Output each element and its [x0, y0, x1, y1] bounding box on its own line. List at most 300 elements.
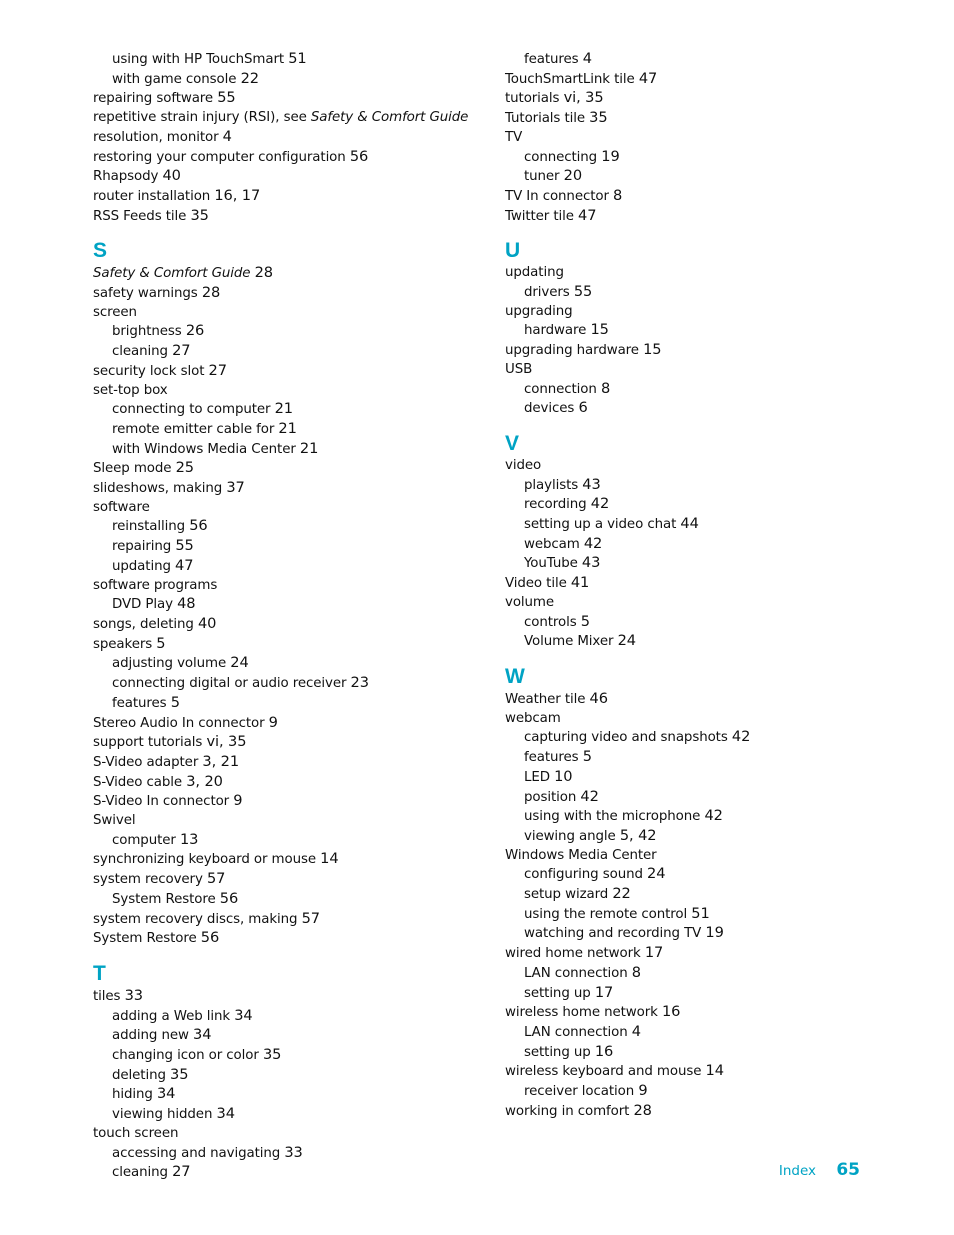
index-subentry — [505, 1082, 905, 1102]
index-subentry — [505, 865, 905, 885]
index-page-ref: 16 — [661, 1003, 681, 1021]
index-entry — [505, 341, 905, 361]
index-term: resolution, monitor — [93, 129, 219, 145]
index-entry — [93, 577, 493, 596]
index-page-ref: 13 — [179, 830, 199, 848]
index-term: video — [505, 457, 542, 473]
index-term: Twitter tile — [505, 208, 574, 224]
index-subentry — [93, 70, 493, 90]
page-footer — [779, 1160, 860, 1180]
index-term: viewing hidden — [112, 1107, 213, 1123]
index-entry — [505, 89, 905, 109]
index-entry — [505, 207, 905, 227]
index-subentry — [93, 654, 493, 674]
index-entry — [93, 148, 493, 168]
index-term: webcam — [505, 710, 561, 726]
index-page-ref: 48 — [177, 595, 196, 613]
index-page-ref: 47 — [175, 556, 194, 574]
index-term-italic: Safety & Comfort Guide — [93, 266, 251, 282]
index-column-right — [505, 50, 905, 1121]
index-term: features — [112, 695, 167, 711]
index-term: connecting to computer — [112, 402, 271, 418]
index-subentry — [93, 400, 493, 420]
index-term: setting up — [524, 1044, 591, 1060]
index-entry — [505, 303, 905, 322]
index-term: Video tile — [505, 576, 567, 592]
index-letter-heading: T — [93, 961, 106, 985]
index-letter-heading: U — [505, 239, 521, 263]
index-subentry — [505, 984, 905, 1004]
index-entry — [505, 594, 905, 613]
index-term: hiding — [112, 1087, 153, 1103]
index-term: controls — [524, 614, 577, 630]
index-entry — [505, 361, 905, 380]
index-page-ref: 21 — [299, 439, 319, 457]
page-number: 65 — [836, 1160, 860, 1180]
index-page-ref: 56 — [219, 889, 239, 907]
index-column-left — [93, 50, 493, 1183]
index-page-ref: 33 — [284, 1143, 303, 1161]
index-page-ref: 27 — [208, 361, 227, 379]
index-term: TouchSmartLink tile — [505, 71, 635, 87]
index-page-ref: 5 — [580, 612, 590, 630]
index-page-ref: vi, 35 — [206, 733, 247, 751]
index-subentry — [93, 1007, 493, 1027]
index-page-ref: 14 — [705, 1062, 724, 1080]
index-page-ref: 4 — [631, 1022, 641, 1040]
index-page-ref: 28 — [201, 284, 221, 302]
index-page-ref: 16 — [594, 1042, 614, 1060]
index-subentry — [93, 694, 493, 714]
index-page-ref: 9 — [268, 713, 278, 731]
index-subentry — [93, 831, 493, 851]
index-page-ref: 22 — [612, 885, 631, 903]
index-subentry — [93, 890, 493, 910]
index-subentry — [505, 380, 905, 400]
index-page-ref: 5 — [156, 634, 166, 652]
index-page-ref: 35 — [190, 206, 209, 224]
index-term: updating — [505, 265, 564, 281]
index-page-ref: 55 — [175, 537, 194, 555]
index-page-ref: 34 — [216, 1105, 235, 1123]
index-page-ref: 40 — [162, 167, 181, 185]
index-term: touch screen — [93, 1125, 179, 1141]
index-term: TV In connector — [505, 188, 609, 204]
index-entry — [93, 479, 493, 499]
index-entry — [93, 733, 493, 753]
index-term: hardware — [524, 323, 587, 339]
index-term: cleaning — [112, 344, 168, 360]
index-entry — [505, 264, 905, 283]
index-term: brightness — [112, 324, 182, 340]
index-term: using with HP TouchSmart — [112, 52, 285, 67]
index-term: system recovery — [93, 872, 203, 888]
index-term: connecting digital or audio receiver — [112, 676, 347, 692]
index-page-ref: 43 — [581, 554, 601, 572]
index-term: changing icon or color — [112, 1048, 259, 1064]
index-subentry — [93, 1163, 493, 1183]
index-letter-heading: V — [505, 431, 520, 455]
index-entry — [505, 70, 905, 90]
index-term: YouTube — [524, 556, 578, 572]
index-entry — [93, 362, 493, 382]
index-term: devices — [524, 401, 575, 417]
index-term: using the remote control — [524, 906, 688, 922]
index-page-ref: 23 — [350, 674, 369, 692]
index-subentry — [505, 1043, 905, 1063]
index-term: upgrading — [505, 303, 573, 319]
index-entry — [93, 792, 493, 812]
index-term: drivers — [524, 285, 570, 301]
index-term: adjusting volume — [112, 656, 227, 672]
index-page-ref: 42 — [590, 495, 610, 513]
index-term: deleting — [112, 1067, 166, 1083]
index-entry — [93, 382, 493, 401]
index-term: working in comfort — [505, 1103, 630, 1119]
index-term: connection — [524, 381, 597, 397]
index-page-ref: 3, 20 — [186, 772, 223, 790]
index-term: with Windows Media Center — [112, 441, 296, 457]
index-term: LAN connection — [524, 1024, 628, 1040]
index-subentry — [505, 554, 905, 574]
index-subentry — [505, 632, 905, 652]
index-page-ref: 8 — [613, 186, 623, 204]
index-page-ref: 42 — [583, 534, 603, 552]
index-letter-heading: S — [93, 239, 108, 263]
index-term: playlists — [524, 477, 579, 493]
index-entry — [93, 304, 493, 323]
index-term: position — [524, 789, 577, 805]
index-term: speakers — [93, 636, 153, 652]
index-term: LAN connection — [524, 965, 628, 981]
index-subentry — [505, 1023, 905, 1043]
index-term: S-Video adapter — [93, 754, 199, 770]
index-entry — [93, 929, 493, 949]
index-subentry — [93, 440, 493, 460]
index-term: software — [93, 499, 150, 515]
index-term: using with the microphone — [524, 809, 701, 825]
index-page-ref: 15 — [643, 341, 662, 359]
index-term-italic: Safety & Comfort Guide — [310, 110, 469, 126]
index-subentry — [505, 321, 905, 341]
index-term: wired home network — [505, 946, 641, 962]
index-subentry — [505, 768, 905, 788]
index-term: Swivel — [93, 813, 136, 829]
index-page-ref: 6 — [578, 399, 588, 417]
index-page-ref: 42 — [704, 807, 723, 825]
index-page-ref: 34 — [157, 1085, 176, 1103]
index-term: configuring sound — [524, 867, 643, 883]
index-entry — [505, 129, 905, 148]
index-page-ref: 56 — [349, 147, 369, 165]
index-entry — [93, 850, 493, 870]
index-entry — [505, 109, 905, 129]
index-term: repairing software — [93, 91, 214, 107]
index-entry — [505, 690, 905, 710]
index-term: watching and recording TV — [524, 926, 702, 942]
index-subentry — [505, 728, 905, 748]
index-entry — [93, 910, 493, 930]
index-term: reinstalling — [112, 519, 186, 535]
index-term: set-top box — [93, 382, 168, 398]
index-page-ref: 55 — [217, 89, 236, 107]
index-subentry — [93, 420, 493, 440]
index-term: restoring your computer configuration — [93, 149, 346, 165]
index-page-ref: 57 — [206, 870, 226, 888]
index-page-ref: 16, 17 — [214, 186, 261, 204]
index-page-ref: 27 — [172, 342, 191, 360]
index-term: RSS Feeds tile — [93, 208, 187, 224]
index-term: System Restore — [112, 891, 216, 907]
index-page-ref: 9 — [233, 792, 243, 810]
index-page-ref: 19 — [705, 924, 724, 942]
index-entry — [505, 1062, 905, 1082]
index-entry — [93, 264, 493, 284]
index-page-ref: 19 — [601, 147, 620, 165]
index-page-ref: 57 — [301, 909, 320, 927]
index-term: Windows Media Center — [505, 847, 657, 863]
index-term: tuner — [524, 169, 560, 185]
index-page-ref: 22 — [240, 69, 259, 87]
index-entry — [93, 714, 493, 734]
index-page-ref: 17 — [644, 944, 664, 962]
index-subentry — [93, 1085, 493, 1105]
index-term: wireless keyboard and mouse — [505, 1064, 702, 1080]
index-term: security lock slot — [93, 363, 205, 379]
index-page-ref: 14 — [320, 850, 339, 868]
index-subentry — [93, 1105, 493, 1125]
index-term: slideshows, making — [93, 481, 223, 497]
index-term: viewing angle — [524, 828, 616, 844]
index-entry — [93, 167, 493, 187]
index-page-ref: 40 — [197, 614, 217, 632]
index-page-ref: 28 — [633, 1101, 652, 1119]
index-page-ref: 41 — [570, 574, 590, 592]
index-page-ref: 5 — [170, 693, 180, 711]
index-term: setup wizard — [524, 887, 609, 903]
index-page-ref: 42 — [580, 787, 599, 805]
index-term: upgrading hardware — [505, 343, 639, 359]
index-term: accessing and navigating — [112, 1145, 281, 1161]
index-term: updating — [112, 558, 171, 574]
index-entry — [505, 187, 905, 207]
index-term: Rhapsody — [93, 169, 159, 185]
index-term: receiver location — [524, 1084, 635, 1100]
index-page-ref: 8 — [600, 379, 611, 397]
index-term: features — [524, 52, 579, 67]
index-page-ref: 24 — [647, 865, 666, 883]
index-entry — [505, 847, 905, 866]
index-term: repairing — [112, 539, 172, 555]
index-term: adding new — [112, 1028, 189, 1044]
index-page-ref: 34 — [234, 1006, 253, 1024]
index-page-ref: 4 — [582, 50, 592, 67]
index-term: safety warnings — [93, 286, 198, 302]
index-page-ref: 8 — [631, 963, 641, 981]
index-entry — [93, 207, 493, 227]
index-page-ref: 35 — [589, 109, 608, 127]
index-page-ref: 56 — [189, 517, 208, 535]
index-subentry — [505, 495, 905, 515]
index-term: software programs — [93, 577, 218, 593]
index-term: S-Video In connector — [93, 794, 230, 810]
index-term: synchronizing keyboard or mouse — [93, 852, 316, 868]
index-term: support tutorials — [93, 735, 203, 751]
index-term: features — [524, 750, 579, 766]
index-page-ref: 9 — [638, 1082, 648, 1100]
index-term: system recovery discs, making — [93, 911, 298, 927]
index-entry — [93, 499, 493, 518]
index-term: repetitive strain injury (RSI), see — [93, 110, 307, 126]
index-subentry — [93, 517, 493, 537]
index-subentry — [505, 476, 905, 496]
index-term: Volume Mixer — [524, 634, 614, 650]
index-page-ref: 47 — [578, 206, 597, 224]
index-subentry — [505, 807, 905, 827]
index-page-ref: 5, 42 — [619, 826, 657, 844]
index-term: adding a Web link — [112, 1008, 231, 1024]
index-entry — [93, 615, 493, 635]
index-term: remote emitter cable for — [112, 421, 275, 437]
index-entry — [93, 635, 493, 655]
index-term: volume — [505, 594, 555, 610]
index-subentry — [93, 1066, 493, 1086]
index-term: with game console — [112, 71, 237, 87]
index-term: connecting — [524, 149, 598, 165]
index-term: DVD Play — [112, 597, 173, 613]
index-page-ref: 17 — [594, 983, 614, 1001]
index-term: TV — [505, 129, 523, 145]
index-entry — [93, 459, 493, 479]
index-subentry — [93, 1144, 493, 1164]
index-subentry — [505, 399, 905, 419]
index-page-ref: 24 — [617, 632, 636, 650]
index-term: songs, deleting — [93, 616, 194, 632]
index-term: setting up — [524, 985, 591, 1001]
index-term: LED — [524, 769, 550, 785]
index-page-ref: 47 — [638, 69, 658, 87]
index-page-ref: 37 — [226, 479, 245, 497]
index-subentry — [505, 167, 905, 187]
index-page-ref: 27 — [172, 1163, 191, 1181]
index-term: setting up a video chat — [524, 517, 677, 533]
index-entry — [505, 457, 905, 476]
index-subentry — [93, 1026, 493, 1046]
index-page-ref: vi, 35 — [563, 89, 604, 107]
index-page-ref: 3, 21 — [202, 752, 240, 770]
index-entry — [505, 1102, 905, 1122]
index-subentry — [505, 50, 905, 70]
index-page-ref: 5 — [582, 748, 592, 766]
index-subentry — [93, 1046, 493, 1066]
index-page-ref: 26 — [185, 322, 205, 340]
index-page-ref: 34 — [193, 1026, 212, 1044]
index-term: Sleep mode — [93, 461, 172, 477]
index-page-ref: 42 — [731, 728, 751, 746]
index-term: Weather tile — [505, 691, 586, 707]
index-page-ref: 21 — [278, 419, 297, 437]
index-entry — [93, 1125, 493, 1144]
index-page-ref: 55 — [573, 283, 593, 301]
index-subentry — [505, 748, 905, 768]
index-page-ref: 28 — [254, 264, 273, 282]
index-term: Stereo Audio In connector — [93, 715, 265, 731]
index-page-ref: 43 — [582, 475, 601, 493]
index-letter-heading: W — [505, 664, 525, 688]
index-page-ref: 24 — [230, 654, 249, 672]
index-page-ref: 4 — [222, 127, 232, 145]
index-subentry — [505, 613, 905, 633]
index-page-ref: 15 — [590, 321, 609, 339]
index-entry — [93, 773, 493, 793]
index-entry — [505, 574, 905, 594]
index-subentry — [93, 322, 493, 342]
index-term: computer — [112, 832, 176, 848]
index-subentry — [505, 535, 905, 555]
index-page-ref: 21 — [274, 400, 293, 418]
index-entry — [93, 109, 493, 128]
index-subentry — [505, 885, 905, 905]
index-subentry — [93, 537, 493, 557]
index-term: recording — [524, 497, 587, 513]
index-term: router installation — [93, 188, 211, 204]
index-page-ref: 51 — [691, 904, 710, 922]
index-subentry — [505, 924, 905, 944]
index-entry — [505, 710, 905, 729]
index-page-ref: 10 — [554, 767, 573, 785]
index-subentry — [93, 595, 493, 615]
index-term: webcam — [524, 536, 580, 552]
index-subentry — [505, 148, 905, 168]
index-page-ref: 44 — [680, 515, 699, 533]
index-entry — [93, 753, 493, 773]
index-entry — [93, 89, 493, 109]
index-subentry — [93, 674, 493, 694]
index-page-ref: 20 — [563, 167, 583, 185]
index-term: Tutorials tile — [505, 111, 585, 127]
index-entry — [93, 187, 493, 207]
index-term: USB — [505, 361, 533, 377]
index-entry — [505, 1003, 905, 1023]
index-page-ref: 25 — [175, 459, 194, 477]
index-entry — [93, 870, 493, 890]
index-entry — [93, 987, 493, 1007]
index-entry — [93, 284, 493, 304]
index-term: S-Video cable — [93, 774, 183, 790]
index-page-ref: 35 — [262, 1046, 282, 1064]
index-entry — [505, 944, 905, 964]
index-page-ref: 33 — [124, 986, 143, 1004]
index-term: screen — [93, 304, 137, 320]
index-subentry — [93, 342, 493, 362]
index-subentry — [93, 557, 493, 577]
index-subentry — [93, 50, 493, 70]
index-page-ref: 35 — [170, 1065, 189, 1083]
index-subentry — [505, 827, 905, 847]
index-subentry — [505, 905, 905, 925]
index-term: wireless home network — [505, 1005, 658, 1021]
index-subentry — [505, 964, 905, 984]
index-term: tiles — [93, 988, 121, 1004]
index-term: cleaning — [112, 1165, 168, 1181]
index-subentry — [505, 283, 905, 303]
index-entry — [93, 128, 493, 148]
index-term: System Restore — [93, 931, 197, 947]
index-subentry — [505, 788, 905, 808]
index-page-ref: 51 — [288, 50, 307, 67]
index-page-ref: 46 — [589, 689, 608, 707]
index-term: capturing video and snapshots — [524, 730, 728, 746]
